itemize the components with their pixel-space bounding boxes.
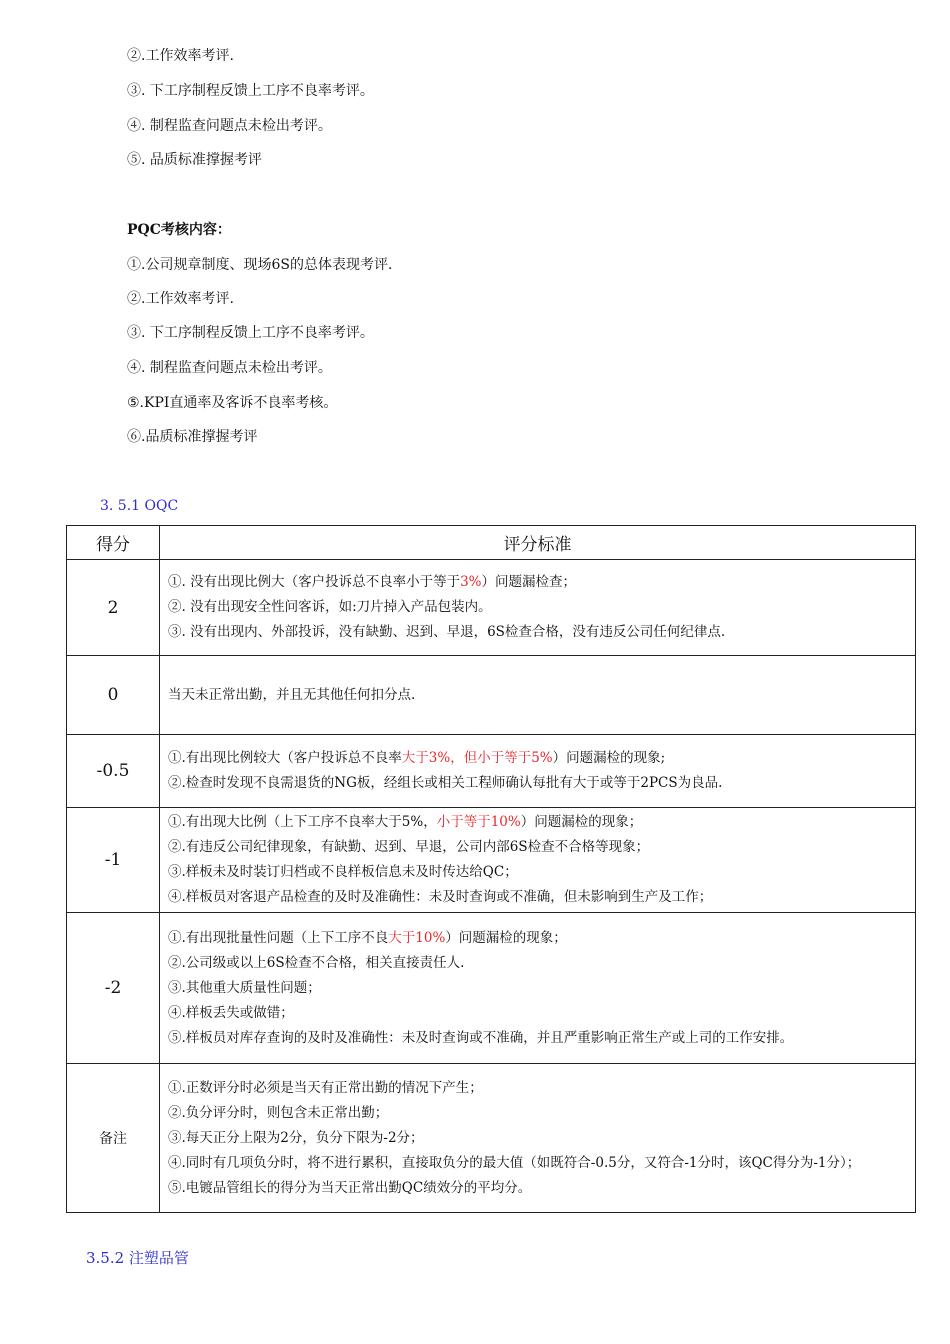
score-cell: 2: [67, 560, 160, 656]
criteria-cell: [160, 735, 916, 808]
table-header-row: [67, 526, 916, 560]
table-row: [67, 1064, 916, 1213]
criteria-line: ③. 没有出现内、外部投诉，没有缺勤、迟到、早退，6S检查合格，没有违反公司任何纪律点.: [168, 624, 726, 640]
criteria-line: ⑤.样板员对库存查询的及时及准确性：未及时查询或不准确，并且严重影响正常生产或上司的工作安排。: [168, 1029, 794, 1046]
score-cell-remarks: 备注: [67, 1064, 160, 1213]
scoring-table: [66, 525, 916, 1213]
table-row: [67, 560, 916, 656]
criteria-line: ④.样板丢失或做错；: [168, 1004, 294, 1021]
section-heading-injection: 3.5.2 注塑品管: [86, 1249, 189, 1267]
criteria-line: ①.正数评分时必须是当天有正常出勤的情况下产生；: [168, 1079, 483, 1096]
criteria-line: ①.有出现大比例（上下工序不良率大于5%，小于等于10%）问题漏检的现象；: [168, 814, 643, 830]
criteria-line: ③.其他重大质量性问题；: [168, 979, 321, 996]
pqc-item: ⑤.KPI直通率及客诉不良率考核。: [127, 395, 338, 411]
score-cell: -0.5: [67, 735, 160, 808]
criteria-line: ④.同时有几项负分时，将不进行累积，直接取负分的最大值（如既符合-0.5分，又符合-1分时，该QC得分为-1分）；: [168, 1154, 861, 1171]
intro-item: ④. 制程监查问题点未检出考评。: [127, 118, 332, 134]
pqc-item: ②.工作效率考评.: [127, 291, 234, 307]
table-row: [67, 656, 916, 735]
table-row: [67, 913, 916, 1064]
header-score: 得分: [67, 526, 160, 560]
table-row: [67, 735, 916, 808]
criteria-cell: [160, 913, 916, 1064]
criteria-cell: [160, 656, 916, 735]
criteria-line: ②.公司级或以上6S检查不合格，相关直接责任人.: [168, 954, 465, 971]
pqc-item: ⑥.品质标准撑握考评: [127, 429, 258, 445]
criteria-line: ③.样板未及时装订归档或不良样板信息未及时传达给QC；: [168, 864, 518, 880]
pqc-item: ③. 下工序制程反馈上工序不良率考评。: [127, 325, 374, 341]
table-row: [67, 808, 916, 913]
criteria-line: ④.样板员对客退产品检查的及时及准确性：未及时查询或不准确，但未影响到生产及工作；: [168, 889, 713, 905]
criteria-line: ①.有出现批量性问题（上下工序不良大于10%）问题漏检的现象；: [168, 929, 567, 946]
criteria-line: ②.负分评分时，则包含未正常出勤；: [168, 1104, 389, 1121]
score-cell: -1: [67, 808, 160, 913]
intro-item: ②.工作效率考评.: [127, 48, 234, 64]
criteria-line: ①.有出现比例较大（客户投诉总不良率大于3%，但小于等于5%）问题漏检的现象;: [168, 750, 666, 766]
score-cell: 0: [67, 656, 160, 735]
pqc-item: ①.公司规章制度、现场6S的总体表现考评.: [127, 257, 393, 273]
section-heading-oqc: 3. 5.1 OQC: [100, 498, 179, 514]
intro-item: ③. 下工序制程反馈上工序不良率考评。: [127, 83, 374, 99]
score-cell: -2: [67, 913, 160, 1064]
intro-item: ⑤. 品质标准撑握考评: [127, 152, 262, 168]
criteria-line: ②. 没有出现安全性问客诉，如:刀片掉入产品包装内。: [168, 599, 492, 615]
criteria-line: ①. 没有出现比例大（客户投诉总不良率小于等于3%）问题漏检查；: [168, 574, 577, 590]
pqc-heading: PQC考核内容：: [127, 222, 231, 238]
criteria-line: ②.检查时发现不良需退货的NG板，经组长或相关工程师确认每批有大于或等于2PCS为良品.: [168, 775, 723, 791]
pqc-item: ④. 制程监查问题点未检出考评。: [127, 360, 332, 376]
header-criteria: 评分标准: [160, 526, 916, 560]
criteria-line: ⑤.电镀品管组长的得分为当天正常出勤QC绩效分的平均分。: [168, 1179, 532, 1196]
criteria-cell: [160, 560, 916, 656]
criteria-line: 当天未正常出勤，并且无其他任何扣分点.: [168, 686, 416, 703]
criteria-cell: [160, 808, 916, 913]
criteria-line: ②.有违反公司纪律现象，有缺勤、迟到、早退，公司内部6S检查不合格等现象；: [168, 839, 650, 855]
criteria-cell: [160, 1064, 916, 1213]
criteria-line: ③.每天正分上限为2分，负分下限为-2分；: [168, 1129, 424, 1146]
